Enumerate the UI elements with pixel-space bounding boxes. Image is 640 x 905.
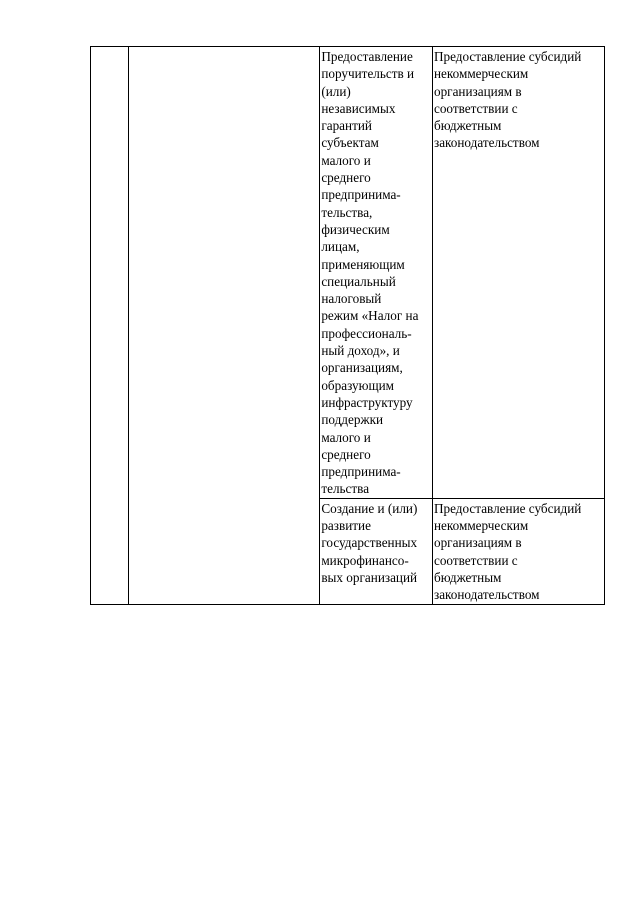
cell-text-line: тельства, (321, 204, 373, 220)
cell-text-line: инфраструктуру (321, 394, 413, 410)
cell-text-line: режим «Налог на (321, 308, 419, 324)
cell-text-line: поручительств и (321, 66, 415, 82)
cell-text-line: профессиональ- (321, 325, 412, 341)
cell-text-line: организациям, (321, 360, 403, 376)
cell-text-line: бюджетным (433, 569, 502, 585)
cell-text-line: специальный (321, 273, 396, 289)
cell-text-line: Предоставление субсидий (433, 49, 582, 64)
measure-cell (320, 498, 433, 604)
mechanism-cell (432, 47, 604, 499)
cell-text-line: развитие (321, 518, 371, 534)
cell-text-line: субъектам (321, 135, 379, 151)
cell-text-line: Создание и (или) (321, 500, 418, 516)
cell-text-line: образующим (321, 377, 395, 393)
mechanism-cell (432, 498, 604, 604)
cell-text-line: некоммерческим (433, 518, 529, 534)
cell-text-line: законодательством (433, 587, 540, 603)
cell-text-line: тельства (321, 481, 370, 497)
cell-text-line: гарантий (321, 118, 372, 134)
document-table (90, 46, 605, 605)
cell-text-line: среднего (321, 446, 371, 462)
cell-text-line: применяющим (321, 256, 405, 272)
cell-text-line: налоговый (321, 291, 382, 307)
cell-text-line: среднего (321, 170, 371, 186)
cell-text-line: поддержки (321, 412, 384, 428)
cell-text-line: некоммерческим (433, 66, 529, 82)
cell-text-line: Предоставление субсидий (433, 500, 582, 516)
cell-text-line: предпринима- (321, 464, 401, 480)
cell-text-line: ный доход», и (321, 343, 400, 359)
cell-text-line: организациям в (433, 83, 522, 99)
cell-text-line: микрофинансо- (321, 552, 409, 568)
cell-text-line: соответствии с (433, 100, 518, 116)
table-row (91, 47, 605, 499)
program-cell (129, 47, 320, 605)
cell-text-line: малого и (321, 429, 371, 445)
cell-text-line: физическим (321, 221, 390, 237)
cell-text-line: бюджетным (433, 118, 502, 134)
measure-cell (320, 47, 433, 499)
number-cell (91, 47, 129, 605)
cell-text-line: вых организаций (321, 569, 418, 585)
cell-text-line: Предоставление (321, 49, 413, 64)
cell-text-line: государственных (321, 535, 418, 551)
cell-text-line: малого и (321, 152, 371, 168)
cell-text-line: (или) (321, 83, 351, 99)
cell-text-line: независимых (321, 100, 396, 116)
cell-text-line: лицам, (321, 239, 360, 255)
cell-text-line: предпринима- (321, 187, 401, 203)
cell-text-line: законодательством (433, 135, 540, 151)
cell-text-line: соответствии с (433, 552, 518, 568)
cell-text-line: организациям в (433, 535, 522, 551)
